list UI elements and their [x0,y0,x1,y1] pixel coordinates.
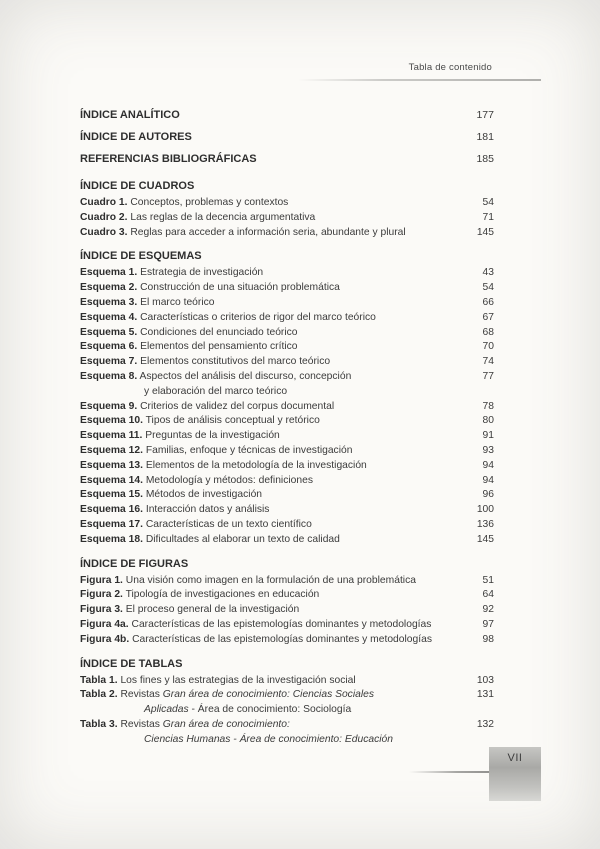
page-number-ref: 71 [482,211,494,223]
entry-text-segment: Gran área de conocimiento: [162,718,290,730]
entry-label: Esquema 11. [80,430,143,442]
page-number-ref: 78 [482,400,494,412]
toc-top-entry [80,104,494,126]
entry-row [80,326,494,341]
entry-text-segment: Aspectos del análisis del discurso, concepción [137,370,352,382]
entry-row [80,226,494,241]
entry-row [80,196,494,211]
entry-text-segment: Revistas [117,689,163,701]
entry-text [80,340,308,355]
entry-text-segment: Los fines y las estrategias de la investigación social [117,674,356,686]
toc-entry [80,603,494,618]
entry-label: Esquema 15. [80,489,143,501]
toc-entry [80,688,494,718]
page-number-ref: 136 [476,518,494,530]
toc-entry [80,588,494,603]
toc-entry [80,429,494,444]
entry-label: Figura 1. [80,574,123,586]
entry-text-segment: Características de un texto científico [142,518,312,530]
entry-text-segment: Elementos del pensamiento crítico [137,341,298,353]
toc-entry [80,311,494,326]
entry-label: Esquema 16. [80,504,143,516]
entry-text-segment: Condiciones del enunciado teórico [137,326,298,338]
index-title: ÍNDICE ANALÍTICO [80,109,180,121]
toc-entry [80,474,494,489]
entry-text-segment: Tipología de investigaciones en educación [122,589,320,601]
page-number-ref: 94 [482,474,494,486]
section-heading: ÍNDICE DE FIGURAS [80,557,189,570]
page-number-ref: 54 [482,282,494,294]
section-heading: ÍNDICE DE CUADROS [80,180,195,192]
toc-entry [80,488,494,503]
toc-top-entry [80,148,494,170]
entry-label: Esquema 6. [80,341,138,353]
entry-label: Esquema 4. [80,311,138,323]
entry-text-segment: Una visión como imagen en la formulación de una problemática [122,574,416,586]
entry-text [80,281,350,296]
entry-label: Esquema 9. [80,400,138,412]
entry-text [80,503,279,518]
entry-text [80,603,309,618]
toc-section [80,249,494,547]
entry-text [80,633,442,648]
page-number-ref: 93 [482,444,494,456]
entry-label: Esquema 13. [80,459,143,471]
entry-row [80,296,494,311]
entry-row [80,474,494,489]
toc-entry [80,503,494,518]
entry-text-segment: Elementos constitutivos del marco teórico [137,356,331,368]
entry-text-segment: Preguntas de la investigación [142,430,280,442]
entry-text [80,370,361,385]
section-heading: ÍNDICE DE TABLAS [80,657,183,670]
entry-text-segment: Conceptos, problemas y contextos [127,197,289,208]
entry-text [80,226,416,241]
toc-entry [80,674,494,689]
entry-row [80,503,494,518]
entry-text-segment: Elementos de la metodología de la investigación [142,459,367,471]
entry-label: Esquema 2. [80,282,138,294]
entry-text [80,196,298,211]
toc-sections [80,179,494,748]
entry-label: Esquema 3. [80,296,138,308]
entry-label: Tabla 3. [80,718,118,730]
entry-label: Figura 4b. [80,633,130,645]
entry-text-segment: y elaboración del marco teórico [144,385,288,397]
header-rule [298,79,541,81]
page-number-ref: 51 [482,574,494,586]
toc-entry [80,574,494,589]
page-number-ref: 97 [482,618,494,630]
page-number-ref: 145 [476,533,494,545]
entry-text [80,296,225,311]
footer-rule [409,771,489,773]
entry-label: Esquema 12. [80,444,143,456]
entry-label: Esquema 5. [80,326,138,338]
page-number-ref: 131 [476,689,494,701]
toc-entry [80,370,494,400]
entry-row [80,574,494,589]
entry-text [80,211,325,226]
toc-entry [80,340,494,355]
page-number-ref: 68 [482,326,494,338]
page-number-ref: 177 [476,109,494,121]
entry-continuation [80,703,494,718]
entry-text-segment: Dificultades al elaborar un texto de calidad [142,533,340,545]
entry-label: Cuadro 2. [80,211,128,223]
entry-text [80,618,441,633]
entry-text [80,674,366,689]
page-number-ref: 185 [476,153,494,165]
toc-section [80,657,494,748]
entry-row [80,603,494,618]
section-heading: ÍNDICE DE ESQUEMAS [80,250,202,263]
entry-row [80,311,494,326]
page-number: VII [507,752,523,764]
toc-entry [80,281,494,296]
entry-text-segment: Construcción de una situación problemática [137,282,340,294]
entry-row [80,518,494,533]
toc-entry [80,326,494,341]
toc-entry [80,355,494,370]
entry-text-segment: Revistas [117,718,163,730]
page-number-ref: 145 [476,226,494,238]
page-number-ref: 66 [482,296,494,308]
entry-text-segment: Características de las epistemologías dominantes y metodologías [128,618,432,630]
entry-label: Figura 2. [80,589,123,601]
toc-content [80,104,494,748]
entry-label: Figura 4a. [80,618,129,630]
toc-top-entry [80,126,494,148]
page-number-ref: 100 [476,504,494,516]
entry-label: Cuadro 3. [80,226,128,238]
entry-text [80,588,329,603]
entry-row [80,414,494,429]
entry-row [80,488,494,503]
page-number-ref: 67 [482,311,494,323]
entry-row [80,355,494,370]
toc-entry [80,266,494,281]
entry-row [80,429,494,444]
entry-row [80,688,494,703]
entry-text-segment: Características de las epistemologías dominantes y metodologías [129,633,432,645]
page-number-ref: 54 [482,197,494,208]
entry-row [80,588,494,603]
entry-row [80,459,494,474]
entry-text-segment: Características o criterios de rigor del marco teórico [137,311,376,323]
entry-text [80,266,273,281]
entry-continuation [80,385,494,400]
page-number-ref: 70 [482,341,494,353]
entry-text-segment: Familias, enfoque y técnicas de investigación [142,444,353,456]
entry-label: Esquema 1. [80,267,138,279]
toc-entry [80,400,494,415]
entry-row [80,370,494,385]
entry-text-segment: Aplicadas [144,704,189,716]
entry-text [80,326,308,341]
entry-text [80,429,290,444]
entry-label: Figura 3. [80,604,123,616]
entry-text [80,400,344,415]
entry-row [80,533,494,548]
entry-text [80,355,340,370]
page-number-ref: 77 [482,370,494,382]
entry-row [80,718,494,733]
toc-entry [80,211,494,226]
top-index-entries [80,104,494,170]
page-number-ref: 98 [482,633,494,645]
entry-label: Esquema 8. [80,370,138,382]
toc-section [80,557,494,648]
entry-text [80,474,323,489]
entry-label: Tabla 1. [80,674,118,686]
page-number-ref: 103 [476,674,494,686]
entry-label: Tabla 2. [80,689,118,701]
entry-row [80,444,494,459]
page-number-ref: 64 [482,589,494,601]
entry-text-segment: El marco teórico [137,296,215,308]
entry-text-segment: Estrategia de investigación [137,267,264,279]
entry-text [80,718,300,733]
page-number-ref: 132 [476,718,494,730]
page-number-ref: 96 [482,489,494,501]
toc-entry [80,518,494,533]
page-number-ref: 94 [482,459,494,471]
toc-entry [80,414,494,429]
toc-entry [80,444,494,459]
entry-text-segment: Reglas para acceder a información seria, abundante y plural [127,226,406,238]
index-title: REFERENCIAS BIBLIOGRÁFICAS [80,153,257,165]
entry-row [80,400,494,415]
page-number-ref: 92 [482,604,494,616]
entry-label: Esquema 14. [80,474,143,486]
entry-label: Cuadro 1. [80,197,128,208]
toc-entry [80,226,494,241]
toc-entry [80,618,494,633]
entry-text [80,414,330,429]
page-number-ref: 43 [482,267,494,279]
entry-text-segment: Las reglas de la decencia argumentativa [127,211,316,223]
entry-text [80,574,426,589]
toc-entry [80,718,494,748]
entry-text [80,311,386,326]
entry-text-segment: Metodología y métodos: definiciones [142,474,313,486]
toc-section [80,179,494,240]
entry-row [80,211,494,226]
entry-row [80,618,494,633]
entry-row [80,674,494,689]
footer-gradient-box [489,747,541,801]
entry-text-segment: Métodos de investigación [142,489,263,501]
entry-text [80,518,322,533]
entry-label: Esquema 17. [80,518,143,530]
running-head: Tabla de contenido [408,62,492,73]
entry-text-segment: - Área de conocimiento: Sociología [188,704,352,716]
entry-row [80,633,494,648]
entry-row [80,340,494,355]
toc-entry [80,633,494,648]
page-number-ref: 181 [476,131,494,143]
entry-text-segment: Ciencias Humanas - Área de conocimiento: Educación [144,733,393,745]
index-title: ÍNDICE DE AUTORES [80,131,192,143]
entry-text [80,459,377,474]
entry-row [80,281,494,296]
entry-text [80,488,272,503]
entry-text [80,444,362,459]
entry-continuation [80,733,494,748]
entry-label: Esquema 7. [80,356,138,368]
entry-text [80,533,350,548]
page-number-ref: 91 [482,430,494,442]
entry-text-segment: Gran área de conocimiento: Ciencias Sociales [162,689,374,701]
toc-entry [80,533,494,548]
entry-label: Esquema 10. [80,415,143,427]
entry-text-segment: El proceso general de la investigación [122,604,300,616]
entry-text-segment: Tipos de análisis conceptual y retórico [142,415,320,427]
entry-text [80,688,384,703]
toc-entry [80,296,494,311]
entry-text-segment: Criterios de validez del corpus documental [137,400,335,412]
entry-label: Esquema 18. [80,533,143,545]
page-number-ref: 80 [482,415,494,427]
toc-entry [80,459,494,474]
entry-row [80,266,494,281]
toc-entry [80,196,494,211]
page-number-ref: 74 [482,356,494,368]
entry-text-segment: Interacción datos y análisis [142,504,270,516]
